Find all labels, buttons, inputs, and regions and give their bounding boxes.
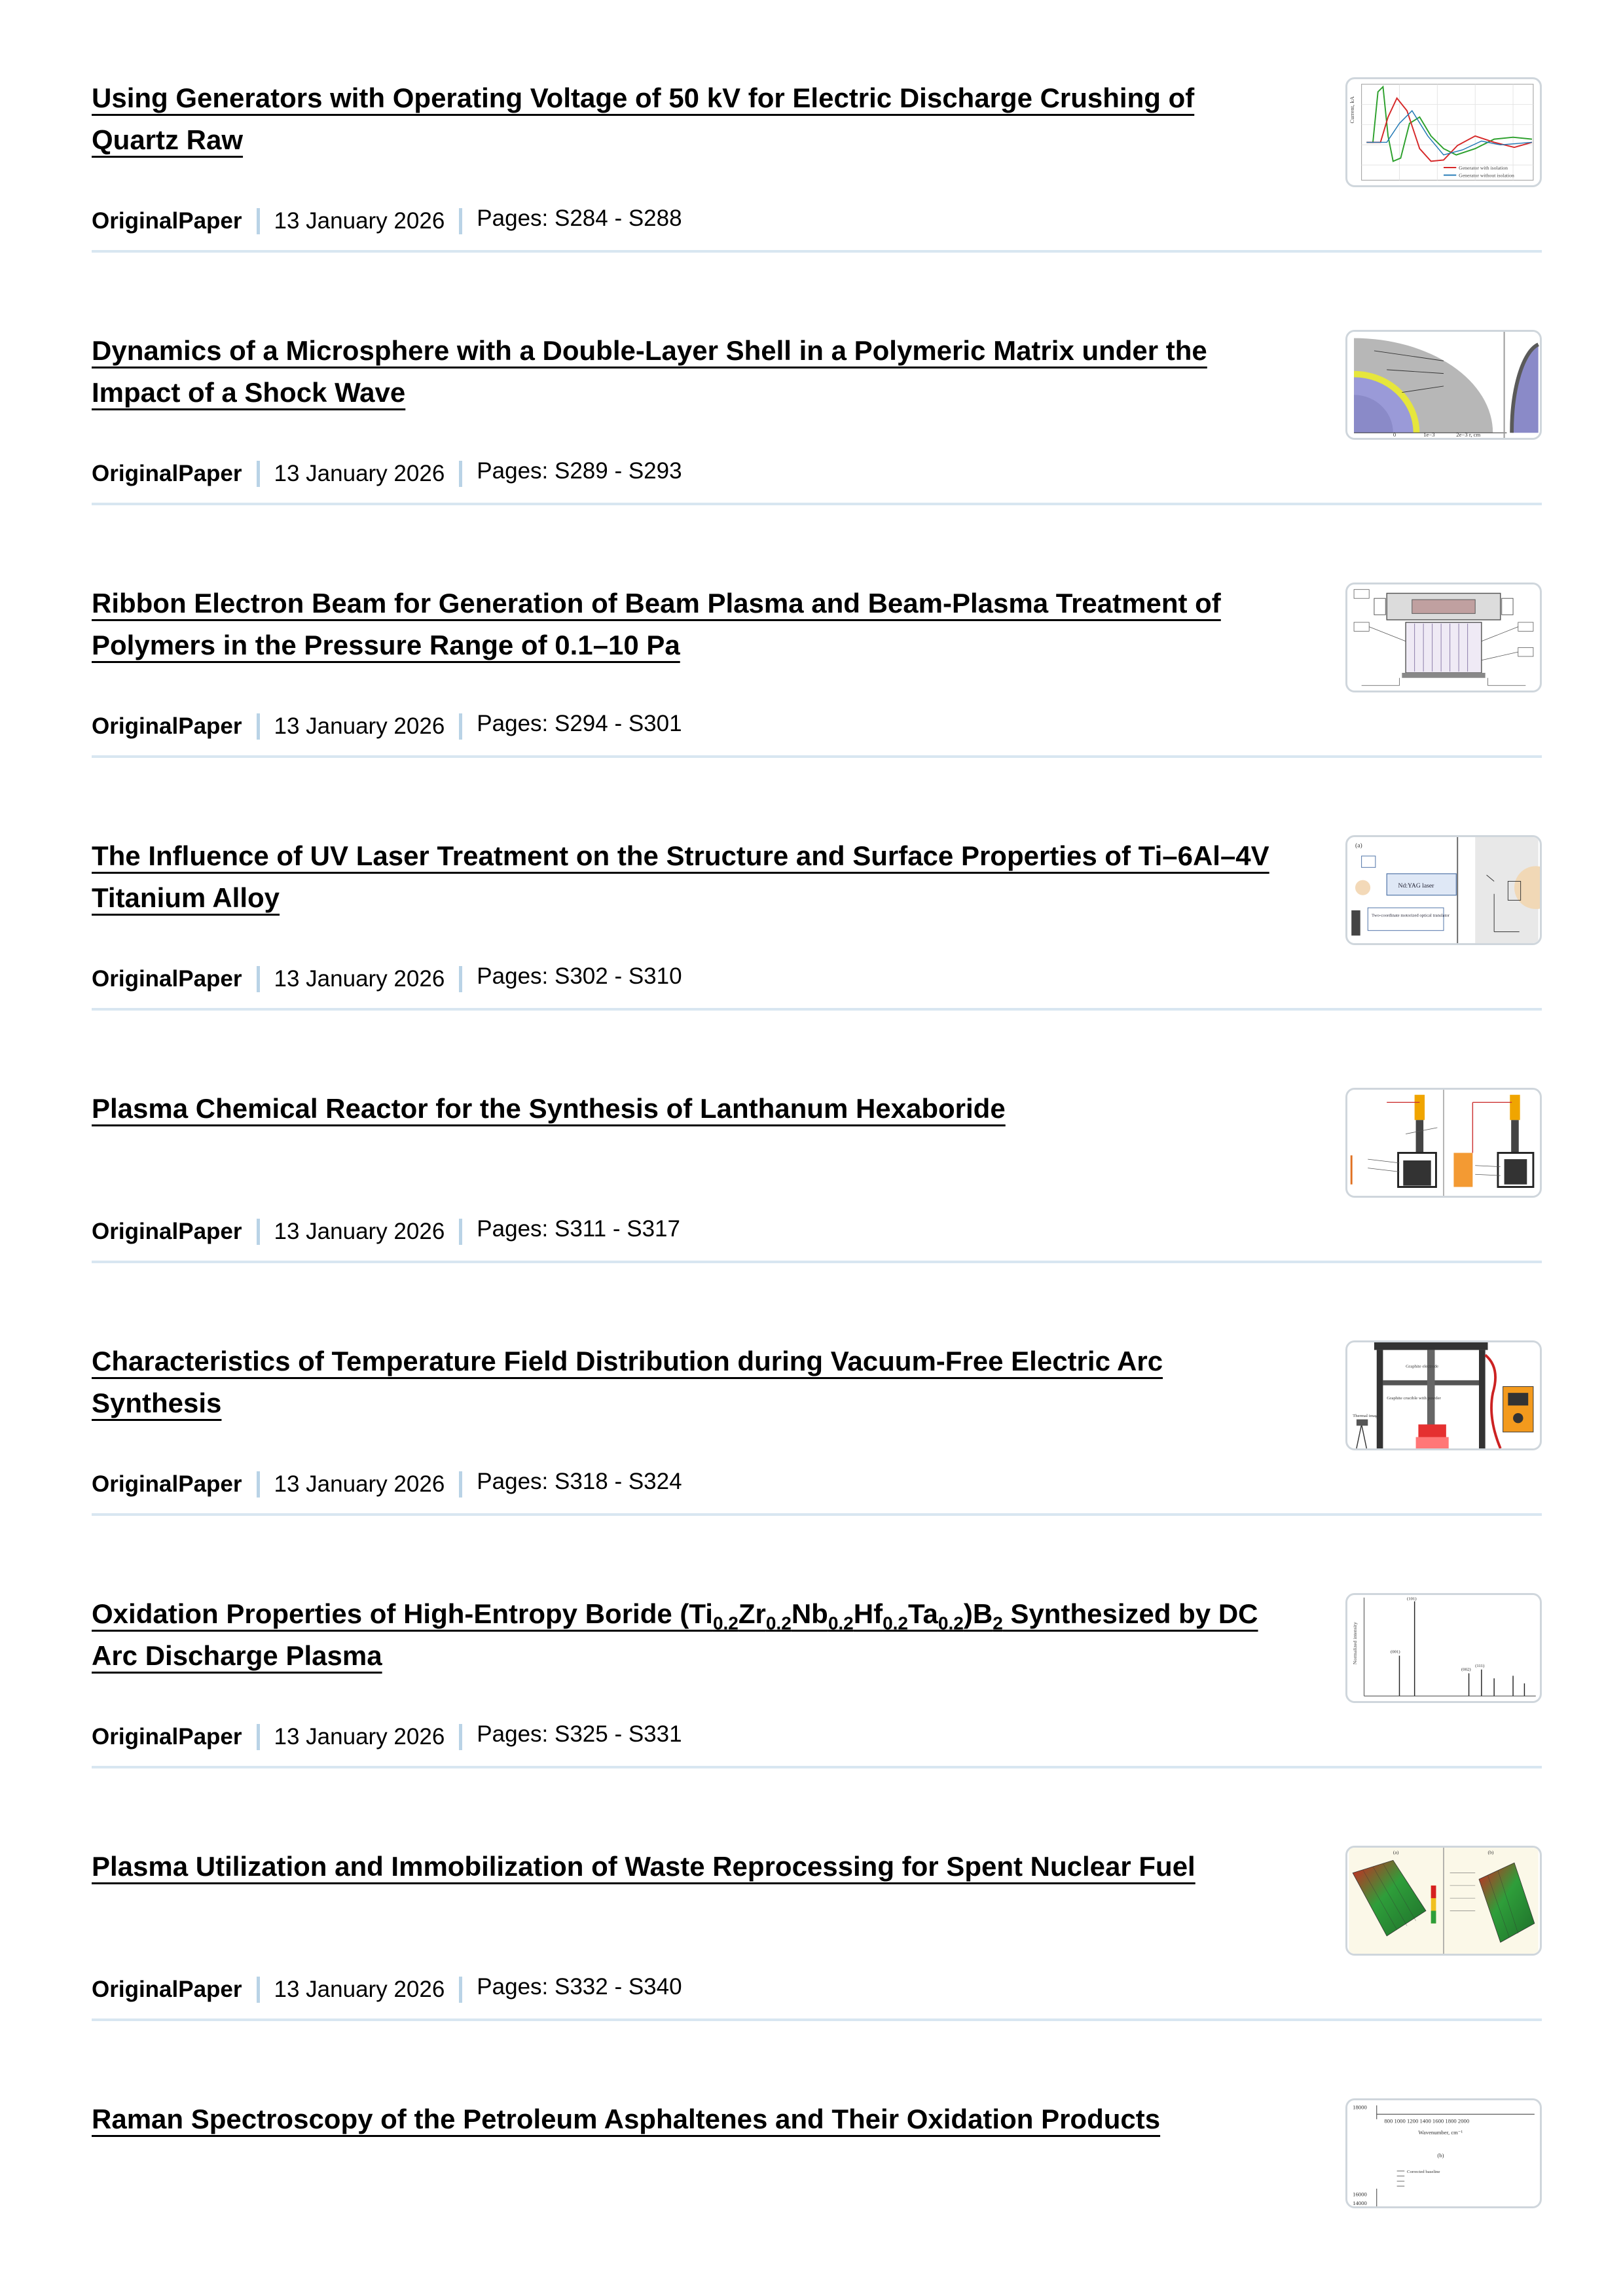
article-list (92, 0, 1542, 2274)
article-thumbnail[interactable] (1345, 77, 1542, 187)
article-title-link[interactable]: Using Generators with Operating Voltage of 50 kV for Electric Discharge Crushing of Quartz Raw (92, 82, 1195, 155)
surface-plot-3d (1347, 1848, 1540, 1954)
article-title (92, 1340, 1270, 1424)
svg-text:800 1000 1200 1400 160: 800 1000 1200 1400 1600 1800 2000 (1384, 2117, 1470, 2125)
article-item (92, 1011, 1542, 1263)
page-range: Pages: S302 - S310 (477, 963, 682, 989)
article-title (92, 583, 1270, 666)
article-thumbnail[interactable] (1345, 2098, 1542, 2208)
article-meta (92, 1721, 682, 1750)
article-item (92, 0, 1542, 253)
article-thumbnail[interactable] (1345, 1088, 1542, 1198)
meta-divider (459, 1219, 462, 1245)
svg-text:Current, kA: Current, kA (1349, 96, 1356, 124)
article-title (92, 2098, 1270, 2140)
electron-beam-setup-diagram (1347, 584, 1540, 691)
article-title (92, 1593, 1270, 1677)
svg-text:Nd:YAG laser: Nd:YAG laser (1398, 882, 1434, 890)
uv-laser-setup-diagram (1347, 837, 1540, 943)
meta-divider (257, 461, 260, 487)
article-meta (92, 1974, 682, 2003)
svg-text:(a): (a) (1393, 1849, 1399, 1856)
svg-text:Graphite crucible with powder: Graphite crucible with powder (1387, 1395, 1441, 1401)
article-meta (92, 458, 682, 487)
electric-arc-setup-photo (1347, 1342, 1540, 1448)
svg-text:(101): (101) (1407, 1596, 1417, 1602)
article-title (92, 330, 1270, 414)
meta-divider (459, 966, 462, 992)
svg-text:(002): (002) (1461, 1667, 1471, 1672)
meta-divider (459, 1724, 462, 1750)
page-range: Pages: S294 - S301 (477, 711, 682, 736)
microsphere-shell-diagram (1347, 332, 1540, 438)
article-thumbnail[interactable] (1345, 583, 1542, 692)
svg-text:0: 0 (1393, 431, 1396, 438)
article-title-link[interactable]: The Influence of UV Laser Treatment on the Structure and Surface Properties of Ti–6Al–4V Titanium Alloy (92, 840, 1269, 913)
svg-text:1e−3: 1e−3 (1423, 431, 1435, 438)
article-thumbnail[interactable] (1345, 1340, 1542, 1450)
article-meta (92, 963, 682, 992)
raman-spectrum-chart (1347, 2100, 1540, 2206)
publication-date: 13 January 2026 (274, 1471, 445, 1497)
article-title-link[interactable]: Plasma Chemical Reactor for the Synthesis of Lanthanum Hexaboride (92, 1093, 1006, 1124)
article-type: OriginalPaper (92, 1977, 242, 2002)
svg-text:18000: 18000 (1353, 2104, 1367, 2111)
meta-divider (459, 461, 462, 487)
article-type: OriginalPaper (92, 1471, 242, 1497)
publication-date: 13 January 2026 (274, 208, 445, 234)
page-range: Pages: S284 - S288 (477, 206, 682, 231)
meta-divider (257, 966, 260, 992)
page-range: Pages: S325 - S331 (477, 1721, 682, 1747)
publication-date: 13 January 2026 (274, 1219, 445, 1244)
publication-date: 13 January 2026 (274, 713, 445, 739)
svg-text:(b): (b) (1437, 2151, 1444, 2159)
article-item (92, 2021, 1542, 2274)
page-range: Pages: S311 - S317 (477, 1216, 680, 1242)
meta-divider (459, 713, 462, 740)
article-type: OriginalPaper (92, 461, 242, 486)
article-type: OriginalPaper (92, 1724, 242, 1749)
article-title-link[interactable]: Ribbon Electron Beam for Generation of Beam Plasma and Beam-Plasma Treatment of Polymers in the Pressure Range of 0.1–10 Pa (92, 588, 1221, 660)
article-thumbnail[interactable] (1345, 835, 1542, 945)
svg-text:(001): (001) (1391, 1649, 1400, 1655)
svg-text:Normalized intensity: Normalized intensity (1351, 1622, 1358, 1665)
meta-divider (257, 1219, 260, 1245)
svg-text:Graphite electrode: Graphite electrode (1406, 1364, 1439, 1369)
article-item (92, 253, 1542, 505)
svg-text:Corrected baseline: Corrected baseline (1407, 2169, 1440, 2174)
current-waveform-chart (1347, 79, 1540, 185)
meta-divider (459, 1977, 462, 2003)
article-type: OriginalPaper (92, 966, 242, 992)
meta-divider (257, 1977, 260, 2003)
article-title (92, 77, 1270, 161)
svg-text:(111): (111) (1475, 1663, 1485, 1668)
svg-text:(b): (b) (1487, 1849, 1494, 1856)
article-item (92, 1768, 1542, 2021)
page-range: Pages: S318 - S324 (477, 1469, 682, 1494)
svg-text:Thermal imager: Thermal imager (1353, 1413, 1381, 1418)
svg-text:Generator without isolation: Generator without isolation (1459, 172, 1514, 179)
article-title (92, 835, 1270, 919)
article-item (92, 505, 1542, 758)
article-thumbnail[interactable] (1345, 1593, 1542, 1703)
meta-divider (257, 208, 260, 234)
article-title (92, 1846, 1270, 1888)
svg-text:Wavenumber, cm⁻¹: Wavenumber, cm⁻¹ (1418, 2129, 1463, 2136)
meta-divider (257, 1471, 260, 1498)
xrd-pattern-chart (1347, 1595, 1540, 1701)
svg-text:Two-coordinate motorized optic: Two-coordinate motorized optical translator (1372, 913, 1450, 918)
svg-text:2e−3 r, cm: 2e−3 r, cm (1456, 431, 1481, 438)
svg-text:(a): (a) (1355, 842, 1362, 850)
article-thumbnail[interactable] (1345, 1846, 1542, 1956)
meta-divider (459, 1471, 462, 1498)
publication-date: 13 January 2026 (274, 1977, 445, 2002)
article-title-link[interactable]: Characteristics of Temperature Field Distribution during Vacuum-Free Electric Arc Synthesis (92, 1346, 1163, 1418)
article-meta (92, 1216, 680, 1245)
article-type: OriginalPaper (92, 713, 242, 739)
plasma-reactor-diagram (1347, 1090, 1540, 1196)
article-item (92, 1516, 1542, 1768)
publication-date: 13 January 2026 (274, 1724, 445, 1749)
article-type: OriginalPaper (92, 208, 242, 234)
article-meta (92, 208, 682, 234)
page-range: Pages: S332 - S340 (477, 1974, 682, 2000)
svg-text:16000: 16000 (1353, 2191, 1367, 2198)
meta-divider (459, 208, 462, 234)
svg-text:Generator with isolation: Generator with isolation (1459, 164, 1508, 171)
publication-date: 13 January 2026 (274, 461, 445, 486)
meta-divider (257, 1724, 260, 1750)
article-title-link[interactable]: Plasma Utilization and Immobilization of Waste Reprocessing for Spent Nuclear Fuel (92, 1851, 1195, 1882)
publication-date: 13 January 2026 (274, 966, 445, 992)
article-title-link[interactable]: Raman Spectroscopy of the Petroleum Asphaltenes and Their Oxidation Products (92, 2104, 1161, 2134)
svg-text:14000: 14000 (1353, 2200, 1367, 2206)
article-item (92, 758, 1542, 1011)
page-range: Pages: S289 - S293 (477, 458, 682, 484)
article-thumbnail[interactable] (1345, 330, 1542, 440)
article-title-link[interactable]: Oxidation Properties of High-Entropy Boride $(Ti_{0.2}Zr_{0.2}Nb_{0.2}Hf_{0.2}Ta_{0.2})B_2$ Synthesized by DC Arc Discharge Plasma (92, 1598, 1258, 1671)
article-item (92, 1263, 1542, 1516)
article-title-link[interactable]: Dynamics of a Microsphere with a Double-Layer Shell in a Polymeric Matrix under the Impact of a Shock Wave (92, 335, 1207, 408)
meta-divider (257, 713, 260, 740)
article-type: OriginalPaper (92, 1219, 242, 1244)
article-meta (92, 1471, 682, 1498)
article-title (92, 1088, 1270, 1130)
article-meta (92, 713, 682, 740)
